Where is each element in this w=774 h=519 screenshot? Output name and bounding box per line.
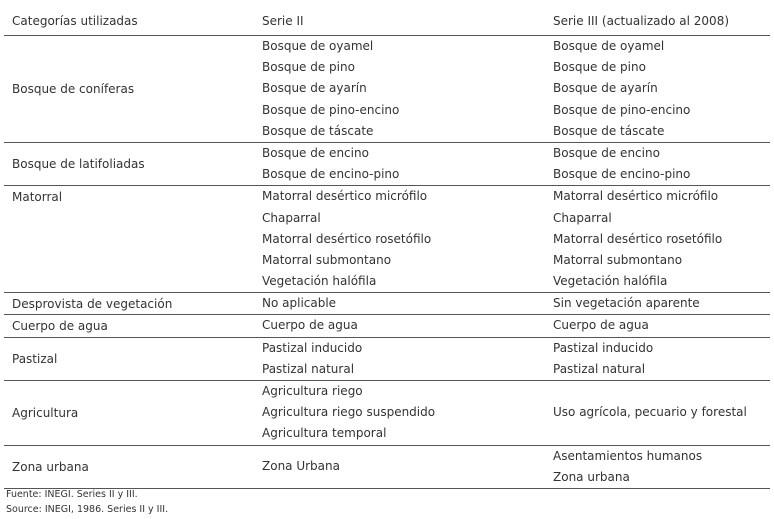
serie-iii-cell bbox=[545, 445, 770, 488]
cell-line: Sin vegetación aparente bbox=[553, 296, 700, 311]
cell-line: Bosque de encino-pino bbox=[262, 167, 400, 182]
cell-line: Matorral desértico rosetófilo bbox=[553, 231, 723, 246]
cell-line: Agricultura temporal bbox=[262, 426, 387, 441]
cell-line: Matorral submontano bbox=[553, 252, 683, 267]
note-fuente: Fuente: INEGI. Series II y III. bbox=[6, 489, 138, 500]
serie-ii-cell bbox=[254, 36, 545, 143]
table-row bbox=[4, 186, 770, 293]
cell-line: Asentamientos humanos bbox=[553, 448, 703, 463]
category-cell: Desprovista de vegetación bbox=[4, 293, 254, 315]
serie-ii-cell bbox=[254, 315, 545, 337]
cell-line: Pastizal inducido bbox=[262, 340, 363, 355]
cell-line: Bosque de pino-encino bbox=[262, 102, 400, 117]
serie-ii-cell bbox=[254, 142, 545, 185]
cell-line: Matorral desértico micrófilo bbox=[553, 189, 719, 204]
cell-line: Matorral desértico rosetófilo bbox=[262, 231, 432, 246]
serie-ii-cell bbox=[254, 337, 545, 380]
category-cell: Matorral bbox=[4, 186, 254, 293]
table-header-row bbox=[4, 6, 770, 36]
table-row bbox=[4, 36, 770, 143]
cell-line: Pastizal natural bbox=[262, 361, 355, 376]
cell-line: Bosque de pino-encino bbox=[553, 102, 691, 117]
table-row bbox=[4, 315, 770, 337]
serie-iii-cell bbox=[545, 337, 770, 380]
cell-line: Bosque de ayarín bbox=[262, 81, 367, 96]
header-serie-iii: Serie III (actualizado al 2008) bbox=[545, 6, 770, 36]
cell-line: Matorral submontano bbox=[262, 252, 392, 267]
cell-line: Bosque de táscate bbox=[262, 123, 374, 138]
serie-iii-cell bbox=[545, 381, 770, 446]
category-cell: Bosque de coníferas bbox=[4, 36, 254, 143]
cell-line: Bosque de encino bbox=[262, 145, 369, 160]
header-serie-ii: Serie II bbox=[254, 6, 545, 36]
serie-iii-cell bbox=[545, 142, 770, 185]
serie-ii-cell bbox=[254, 381, 545, 446]
table-row bbox=[4, 293, 770, 315]
cell-line: Bosque de encino-pino bbox=[553, 167, 691, 182]
cell-line: Uso agrícola, pecuario y forestal bbox=[553, 405, 747, 420]
cell-line: Zona urbana bbox=[553, 469, 630, 484]
table-row bbox=[4, 445, 770, 488]
table-row bbox=[4, 381, 770, 446]
cell-line: Bosque de ayarín bbox=[553, 81, 658, 96]
cell-line: Chaparral bbox=[553, 210, 612, 225]
category-cell: Zona urbana bbox=[4, 445, 254, 488]
cell-line: Matorral desértico micrófilo bbox=[262, 189, 428, 204]
serie-ii-cell bbox=[254, 186, 545, 293]
serie-iii-cell bbox=[545, 186, 770, 293]
serie-iii-cell bbox=[545, 293, 770, 315]
header-categorias: Categorías utilizadas bbox=[4, 6, 254, 36]
cell-line: Bosque de oyamel bbox=[262, 39, 374, 53]
cell-line: Pastizal natural bbox=[553, 361, 646, 376]
cell-line: Bosque de pino bbox=[553, 60, 646, 75]
cell-line: Agricultura riego suspendido bbox=[262, 405, 436, 420]
cell-line: Bosque de táscate bbox=[553, 123, 665, 138]
cell-line: Bosque de oyamel bbox=[553, 39, 665, 53]
cell-line: Agricultura riego bbox=[262, 384, 363, 398]
category-cell: Agricultura bbox=[4, 381, 254, 446]
serie-ii-cell bbox=[254, 445, 545, 488]
cell-line: Vegetación halófila bbox=[553, 274, 668, 289]
cell-line: Chaparral bbox=[262, 210, 321, 225]
cell-line: No aplicable bbox=[262, 296, 337, 311]
cell-line: Cuerpo de agua bbox=[262, 318, 358, 333]
cell-line: Bosque de pino bbox=[262, 60, 355, 75]
cell-line: Pastizal inducido bbox=[553, 340, 654, 355]
table-row bbox=[4, 142, 770, 185]
table-notes bbox=[6, 487, 168, 517]
cell-line: Bosque de encino bbox=[553, 145, 660, 160]
category-cell: Pastizal bbox=[4, 337, 254, 380]
category-cell: Bosque de latifoliadas bbox=[4, 142, 254, 185]
note-source: Source: INEGI, 1986. Series II y III. bbox=[6, 504, 169, 515]
cell-line: Cuerpo de agua bbox=[553, 318, 649, 333]
cell-line: Vegetación halófila bbox=[262, 274, 377, 289]
category-cell: Cuerpo de agua bbox=[4, 315, 254, 337]
serie-ii-cell bbox=[254, 293, 545, 315]
serie-iii-cell bbox=[545, 36, 770, 143]
table-row bbox=[4, 337, 770, 380]
serie-iii-cell bbox=[545, 315, 770, 337]
cell-line: Zona Urbana bbox=[262, 459, 340, 474]
vegetation-categories-table bbox=[4, 6, 770, 489]
